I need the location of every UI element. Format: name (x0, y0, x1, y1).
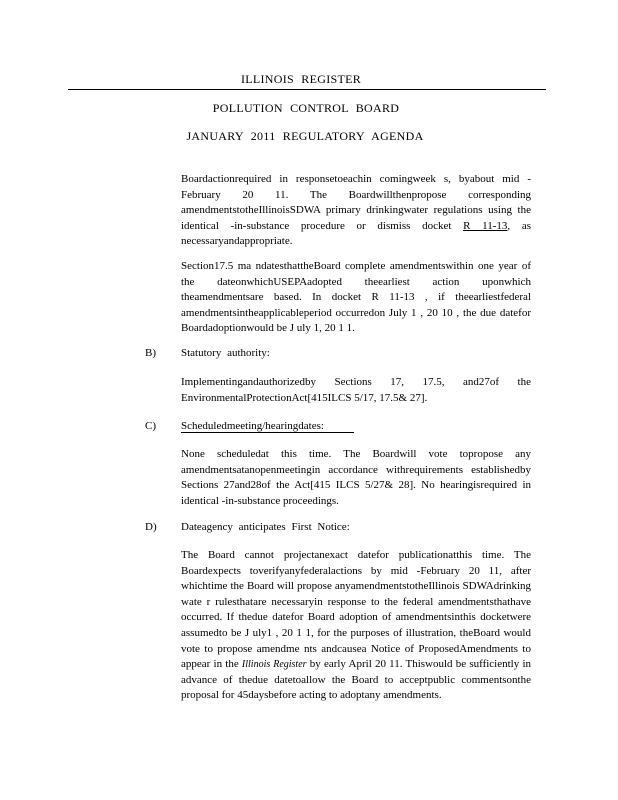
paragraph-board-action-text: Boardactionrequired in responsetoeachin comingweek s, byabout mid -February 20 11. The Boardwillthenpropose corresponding amendmentstotheIllinoisSDWA primary drinkingwater regulations using the identical -in-substance procedure or dismiss docket (181, 173, 531, 232)
section-d-paragraph (181, 548, 531, 704)
section-b-paragraph (181, 375, 531, 406)
section-d-label: D) (145, 521, 157, 533)
section-b-heading: Statutory authority: (181, 347, 270, 359)
paragraph-board-action (181, 172, 531, 250)
docket-number: R 11-13 (463, 219, 508, 232)
board-title: POLLUTION CONTROL BOARD (212, 101, 400, 115)
paragraph-board-action-end: , as necessaryandappropriate. (181, 219, 531, 248)
section-c-heading: Scheduledmeeting/hearingdates: (181, 420, 354, 433)
paragraph-section-17-5-text: Section17.5 ma ndatesthattheBoard complete amendmentswithin one year of the dateonwhichUSEPAadopted theearliest action uponwhich theamendmentsare based. In docket R 11-13 , if theearliestfederal amendmentsintheapplicableperiod occurredon July 1 , 20 10 , the due datefor Boardadoptionwould be J uly 1, 20 1 1. (181, 260, 531, 335)
section-d-text-end: by early April 20 11. Thiswould be sufficiently in advance of thedue datetoallow the Board to acceptpublic commentsonthe proposal for 45daysbefore acting to adoptany amendments. (181, 658, 531, 702)
paragraph-section-17-5 (181, 259, 531, 337)
agenda-title: JANUARY 2011 REGULATORY AGENDA (186, 129, 424, 143)
header-rule (68, 89, 546, 90)
illinois-register-italic: Illinois Register (241, 659, 307, 671)
section-c-text: None scheduledat this time. The Boardwill vote topropose any amendmentsatanopenmeetingin accordance withrequirements establishedby Sections 27and28of the Act[415 ILCS 5/27& 28]. No hearingisrequired in identical -in-substance proceedings. (181, 448, 531, 507)
section-b-label: B) (145, 347, 156, 359)
section-d-text: The Board cannot projectanexact datefor publicationatthis time. The Boardexpects toverifyanyfederalactions by mid -February 20 11, after whichtime the Board will propose anyamendmentstotheIllinois SDWAdrinking wate r rulesthatare necessaryin response to the federal amendmentsthathave occurred. If thedue datefor Board adoption of amendmentsinthis docketwere assumedto be J uly1 , 20 1 1, for the purposes of illustration, theBoard would vote to propose amendme nts andcausea Notice of ProposedAmendments to appear in the (181, 549, 531, 671)
section-c-label: C) (145, 420, 156, 432)
section-d-heading: Dateagency anticipates First Notice: (181, 521, 350, 533)
section-b-text: Implementingandauthorizedby Sections 17, 17.5, and27of the EnvironmentalProtectionAct[415ILCS 5/17, 17.5& 27]. (181, 376, 531, 404)
register-title: ILLINOIS REGISTER (240, 72, 362, 86)
section-c-paragraph (181, 447, 531, 509)
